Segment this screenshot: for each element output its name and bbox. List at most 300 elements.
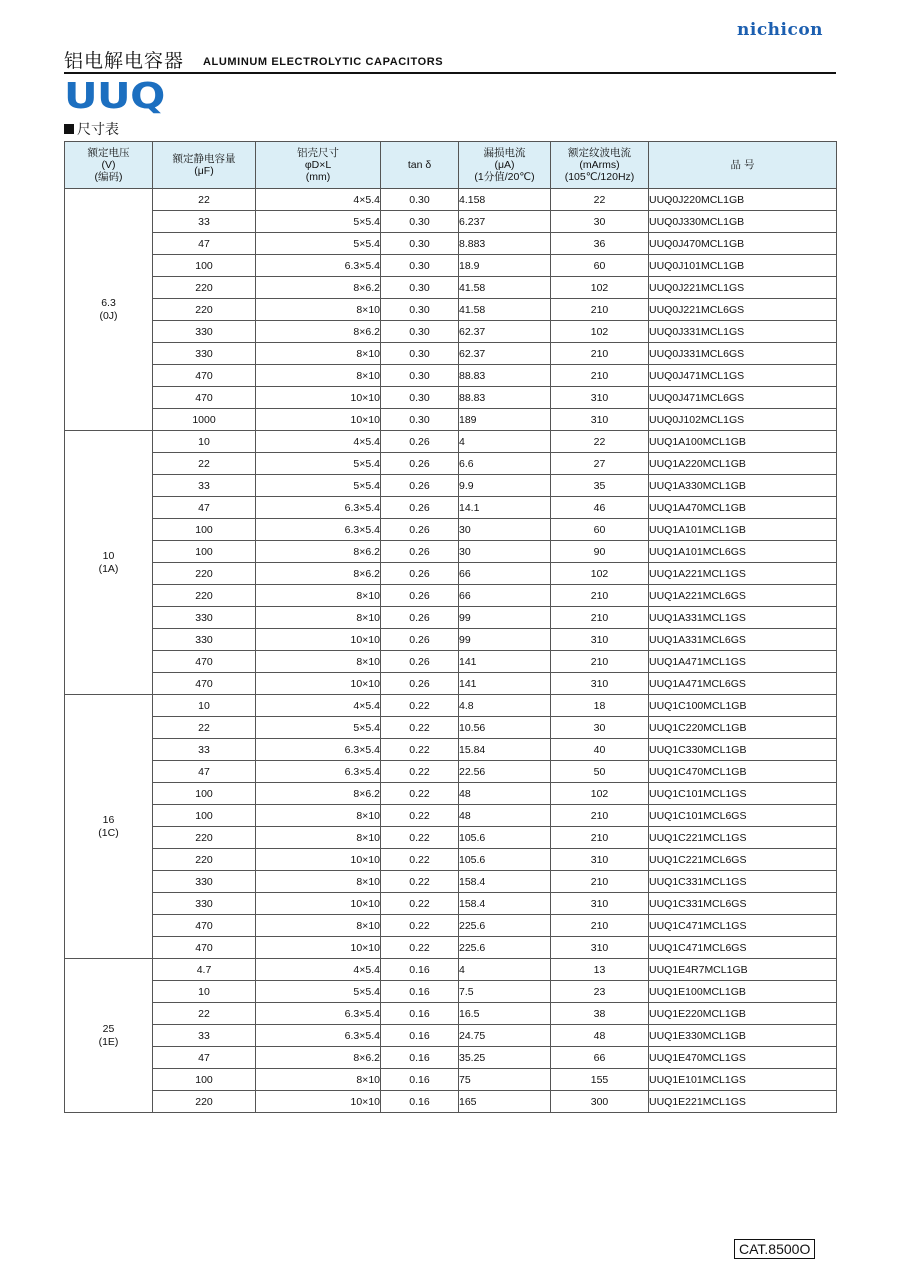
ripple-cell: 27 (551, 453, 649, 475)
leakage-cell: 189 (459, 409, 551, 431)
voltage-cell (65, 189, 153, 431)
capacitance-cell: 22 (153, 453, 256, 475)
tan-cell: 0.22 (381, 739, 459, 761)
leakage-cell: 158.4 (459, 893, 551, 915)
leakage-cell: 9.9 (459, 475, 551, 497)
capacitance-cell: 10 (153, 695, 256, 717)
ripple-cell: 210 (551, 915, 649, 937)
leakage-cell: 6.237 (459, 211, 551, 233)
part-number-cell: UUQ1A331MCL1GS (649, 607, 837, 629)
leakage-cell: 18.9 (459, 255, 551, 277)
section-heading (64, 119, 119, 139)
size-cell: 8×10 (256, 299, 381, 321)
size-cell: 6.3×5.4 (256, 739, 381, 761)
leakage-cell: 7.5 (459, 981, 551, 1003)
capacitance-cell: 100 (153, 255, 256, 277)
square-bullet-icon (64, 124, 74, 134)
size-cell: 10×10 (256, 893, 381, 915)
voltage-cell (65, 695, 153, 959)
ripple-cell: 102 (551, 277, 649, 299)
size-cell: 8×6.2 (256, 277, 381, 299)
section-heading-text: 尺寸表 (77, 121, 119, 137)
part-number-cell: UUQ1A221MCL6GS (649, 585, 837, 607)
tan-cell: 0.30 (381, 387, 459, 409)
part-number-cell: UUQ0J331MCL1GS (649, 321, 837, 343)
size-cell: 10×10 (256, 673, 381, 695)
leakage-cell: 10.56 (459, 717, 551, 739)
header-leakage (459, 142, 551, 189)
capacitance-cell: 10 (153, 431, 256, 453)
table-row (65, 541, 837, 563)
leakage-cell: 48 (459, 805, 551, 827)
tan-cell: 0.26 (381, 453, 459, 475)
part-number-cell: UUQ1C221MCL1GS (649, 827, 837, 849)
capacitance-cell: 470 (153, 673, 256, 695)
header-capacitance (153, 142, 256, 189)
size-cell: 6.3×5.4 (256, 519, 381, 541)
part-number-cell: UUQ1C221MCL6GS (649, 849, 837, 871)
size-cell: 5×5.4 (256, 981, 381, 1003)
header-voltage-l1: 额定电压 (87, 147, 130, 159)
header-leakage-l2: (μA) (494, 159, 515, 171)
part-number-cell: UUQ0J330MCL1GB (649, 211, 837, 233)
table-row (65, 475, 837, 497)
table-row (65, 1047, 837, 1069)
table-header-row (65, 142, 837, 189)
header-ripple (551, 142, 649, 189)
capacitance-cell: 330 (153, 343, 256, 365)
leakage-cell: 41.58 (459, 299, 551, 321)
part-number-cell: UUQ1A470MCL1GB (649, 497, 837, 519)
table-row (65, 805, 837, 827)
table-row (65, 497, 837, 519)
ripple-cell: 155 (551, 1069, 649, 1091)
tan-cell: 0.22 (381, 915, 459, 937)
ripple-cell: 30 (551, 211, 649, 233)
leakage-cell: 4 (459, 431, 551, 453)
capacitance-cell: 47 (153, 1047, 256, 1069)
table-row (65, 1069, 837, 1091)
capacitance-cell: 330 (153, 607, 256, 629)
table-row (65, 585, 837, 607)
ripple-cell: 210 (551, 805, 649, 827)
capacitance-cell: 220 (153, 849, 256, 871)
part-number-cell: UUQ1A221MCL1GS (649, 563, 837, 585)
capacitance-cell: 33 (153, 739, 256, 761)
part-number-cell: UUQ1A471MCL1GS (649, 651, 837, 673)
tan-cell: 0.16 (381, 1003, 459, 1025)
part-number-cell: UUQ0J471MCL1GS (649, 365, 837, 387)
ripple-cell: 102 (551, 783, 649, 805)
tan-cell: 0.30 (381, 277, 459, 299)
table-row (65, 299, 837, 321)
part-number-cell: UUQ0J331MCL6GS (649, 343, 837, 365)
voltage-value: 6.3 (101, 296, 116, 309)
capacitance-cell: 330 (153, 321, 256, 343)
size-cell: 8×10 (256, 915, 381, 937)
tan-cell: 0.30 (381, 211, 459, 233)
table-row (65, 1003, 837, 1025)
part-number-cell: UUQ1E221MCL1GS (649, 1091, 837, 1113)
voltage-value: 25 (102, 1022, 115, 1035)
header-size (256, 142, 381, 189)
ripple-cell: 310 (551, 409, 649, 431)
part-number-cell: UUQ1A330MCL1GB (649, 475, 837, 497)
capacitance-cell: 22 (153, 189, 256, 211)
ripple-cell: 66 (551, 1047, 649, 1069)
table-row (65, 827, 837, 849)
part-number-cell: UUQ1A220MCL1GB (649, 453, 837, 475)
ripple-cell: 210 (551, 871, 649, 893)
part-number-cell: UUQ1A101MCL1GB (649, 519, 837, 541)
table-row (65, 343, 837, 365)
size-cell: 10×10 (256, 409, 381, 431)
ripple-cell: 210 (551, 585, 649, 607)
leakage-cell: 48 (459, 783, 551, 805)
tan-cell: 0.26 (381, 651, 459, 673)
leakage-cell: 141 (459, 651, 551, 673)
part-number-cell: UUQ0J101MCL1GB (649, 255, 837, 277)
size-cell: 10×10 (256, 1091, 381, 1113)
size-cell: 8×10 (256, 585, 381, 607)
size-cell: 10×10 (256, 849, 381, 871)
table-row (65, 255, 837, 277)
capacitance-cell: 220 (153, 563, 256, 585)
table-row (65, 1091, 837, 1113)
part-number-cell: UUQ1A101MCL6GS (649, 541, 837, 563)
part-number-cell: UUQ1A471MCL6GS (649, 673, 837, 695)
part-number-cell: UUQ1C100MCL1GB (649, 695, 837, 717)
size-cell: 5×5.4 (256, 453, 381, 475)
tan-cell: 0.26 (381, 563, 459, 585)
leakage-cell: 66 (459, 585, 551, 607)
part-number-cell: UUQ1C471MCL1GS (649, 915, 837, 937)
header-voltage-l2: (V) (101, 159, 116, 171)
ripple-cell: 22 (551, 189, 649, 211)
table-row (65, 563, 837, 585)
tan-cell: 0.16 (381, 1091, 459, 1113)
ripple-cell: 18 (551, 695, 649, 717)
capacitance-cell: 330 (153, 893, 256, 915)
header-leakage-l1: 漏损电流 (483, 147, 526, 159)
page-title-cn: 铝电解电容器 (64, 51, 185, 72)
table-row (65, 189, 837, 211)
size-cell: 5×5.4 (256, 233, 381, 255)
ripple-cell: 13 (551, 959, 649, 981)
tan-cell: 0.22 (381, 695, 459, 717)
header-divider (64, 72, 836, 74)
size-cell: 8×6.2 (256, 541, 381, 563)
capacitance-cell: 22 (153, 717, 256, 739)
capacitance-cell: 47 (153, 497, 256, 519)
leakage-cell: 6.6 (459, 453, 551, 475)
catalog-number: CAT.8500O (734, 1239, 815, 1259)
part-number-cell: UUQ1E220MCL1GB (649, 1003, 837, 1025)
part-number-cell: UUQ0J470MCL1GB (649, 233, 837, 255)
part-number-cell: UUQ1C470MCL1GB (649, 761, 837, 783)
table-row (65, 519, 837, 541)
leakage-cell: 105.6 (459, 849, 551, 871)
leakage-cell: 225.6 (459, 915, 551, 937)
header-size-l2: φD×L (304, 159, 332, 171)
voltage-cell (65, 431, 153, 695)
size-cell: 8×10 (256, 1069, 381, 1091)
size-cell: 8×10 (256, 607, 381, 629)
ripple-cell: 60 (551, 519, 649, 541)
capacitance-cell: 470 (153, 387, 256, 409)
table-row (65, 937, 837, 959)
leakage-cell: 66 (459, 563, 551, 585)
capacitance-cell: 100 (153, 805, 256, 827)
header-capacitance-l2: (μF) (194, 165, 214, 177)
table-row (65, 915, 837, 937)
header-size-l3: (mm) (305, 171, 331, 183)
capacitance-cell: 22 (153, 1003, 256, 1025)
part-number-cell: UUQ1C220MCL1GB (649, 717, 837, 739)
table-row (65, 695, 837, 717)
table-row (65, 409, 837, 431)
capacitance-cell: 33 (153, 211, 256, 233)
table-row (65, 739, 837, 761)
table-row (65, 761, 837, 783)
capacitance-cell: 4.7 (153, 959, 256, 981)
size-cell: 6.3×5.4 (256, 497, 381, 519)
part-number-cell: UUQ1E4R7MCL1GB (649, 959, 837, 981)
header-size-l1: 铝壳尺寸 (297, 147, 339, 159)
tan-cell: 0.16 (381, 1069, 459, 1091)
capacitance-cell: 330 (153, 871, 256, 893)
leakage-cell: 141 (459, 673, 551, 695)
table-row (65, 629, 837, 651)
capacitance-cell: 100 (153, 1069, 256, 1091)
tan-cell: 0.16 (381, 981, 459, 1003)
capacitance-cell: 10 (153, 981, 256, 1003)
size-cell: 8×10 (256, 343, 381, 365)
ripple-cell: 30 (551, 717, 649, 739)
series-name: UUQ (64, 76, 165, 117)
capacitance-cell: 33 (153, 1025, 256, 1047)
tan-cell: 0.26 (381, 673, 459, 695)
table-row (65, 717, 837, 739)
table-row (65, 321, 837, 343)
tan-cell: 0.30 (381, 299, 459, 321)
leakage-cell: 158.4 (459, 871, 551, 893)
size-cell: 6.3×5.4 (256, 1025, 381, 1047)
size-cell: 8×6.2 (256, 1047, 381, 1069)
size-cell: 8×10 (256, 827, 381, 849)
leakage-cell: 99 (459, 607, 551, 629)
voltage-code: (1C) (98, 826, 119, 839)
tan-cell: 0.22 (381, 893, 459, 915)
ripple-cell: 310 (551, 629, 649, 651)
tan-cell: 0.26 (381, 519, 459, 541)
leakage-cell: 99 (459, 629, 551, 651)
leakage-cell: 30 (459, 519, 551, 541)
ripple-cell: 310 (551, 893, 649, 915)
tan-cell: 0.26 (381, 475, 459, 497)
table-row (65, 1025, 837, 1047)
leakage-cell: 88.83 (459, 365, 551, 387)
dimension-table (64, 141, 837, 1113)
header-leakage-l3: (1分值/20℃) (474, 171, 535, 183)
tan-cell: 0.16 (381, 959, 459, 981)
capacitance-cell: 220 (153, 827, 256, 849)
tan-cell: 0.30 (381, 343, 459, 365)
tan-cell: 0.22 (381, 871, 459, 893)
part-number-cell: UUQ0J221MCL6GS (649, 299, 837, 321)
table-row (65, 893, 837, 915)
voltage-code: (1A) (98, 562, 119, 575)
leakage-cell: 15.84 (459, 739, 551, 761)
leakage-cell: 62.37 (459, 321, 551, 343)
part-number-cell: UUQ0J221MCL1GS (649, 277, 837, 299)
tan-cell: 0.26 (381, 585, 459, 607)
part-number-cell: UUQ1A100MCL1GB (649, 431, 837, 453)
ripple-cell: 35 (551, 475, 649, 497)
size-cell: 4×5.4 (256, 189, 381, 211)
ripple-cell: 46 (551, 497, 649, 519)
part-number-cell: UUQ1E470MCL1GS (649, 1047, 837, 1069)
table-row (65, 783, 837, 805)
voltage-code: (0J) (99, 309, 118, 322)
tan-cell: 0.22 (381, 717, 459, 739)
tan-cell: 0.22 (381, 937, 459, 959)
capacitance-cell: 220 (153, 585, 256, 607)
size-cell: 10×10 (256, 387, 381, 409)
ripple-cell: 36 (551, 233, 649, 255)
capacitance-cell: 100 (153, 519, 256, 541)
leakage-cell: 225.6 (459, 937, 551, 959)
size-cell: 6.3×5.4 (256, 255, 381, 277)
header-capacitance-l1: 额定静电容量 (172, 153, 236, 165)
capacitance-cell: 220 (153, 299, 256, 321)
capacitance-cell: 33 (153, 475, 256, 497)
capacitance-cell: 100 (153, 541, 256, 563)
tan-cell: 0.22 (381, 761, 459, 783)
ripple-cell: 50 (551, 761, 649, 783)
leakage-cell: 8.883 (459, 233, 551, 255)
tan-cell: 0.16 (381, 1047, 459, 1069)
tan-cell: 0.26 (381, 541, 459, 563)
table-row (65, 849, 837, 871)
capacitance-cell: 220 (153, 1091, 256, 1113)
capacitance-cell: 220 (153, 277, 256, 299)
leakage-cell: 35.25 (459, 1047, 551, 1069)
tan-cell: 0.30 (381, 365, 459, 387)
table-row (65, 871, 837, 893)
leakage-cell: 41.58 (459, 277, 551, 299)
table-row (65, 387, 837, 409)
header-ripple-l1: 额定纹波电流 (568, 147, 631, 159)
size-cell: 4×5.4 (256, 431, 381, 453)
size-cell: 4×5.4 (256, 959, 381, 981)
part-number-cell: UUQ0J471MCL6GS (649, 387, 837, 409)
tan-cell: 0.30 (381, 255, 459, 277)
header-tan: tan δ (381, 142, 459, 189)
table-row (65, 959, 837, 981)
part-number-cell: UUQ1C331MCL1GS (649, 871, 837, 893)
table-row (65, 431, 837, 453)
tan-cell: 0.30 (381, 409, 459, 431)
ripple-cell: 310 (551, 673, 649, 695)
ripple-cell: 90 (551, 541, 649, 563)
capacitance-cell: 330 (153, 629, 256, 651)
tan-cell: 0.22 (381, 783, 459, 805)
capacitance-cell: 100 (153, 783, 256, 805)
leakage-cell: 4 (459, 959, 551, 981)
part-number-cell: UUQ1C330MCL1GB (649, 739, 837, 761)
ripple-cell: 310 (551, 937, 649, 959)
capacitance-cell: 47 (153, 233, 256, 255)
table-row (65, 651, 837, 673)
part-number-cell: UUQ1E100MCL1GB (649, 981, 837, 1003)
ripple-cell: 48 (551, 1025, 649, 1047)
ripple-cell: 310 (551, 387, 649, 409)
part-number-cell: UUQ1E101MCL1GS (649, 1069, 837, 1091)
tan-cell: 0.30 (381, 321, 459, 343)
tan-cell: 0.26 (381, 607, 459, 629)
ripple-cell: 210 (551, 365, 649, 387)
leakage-cell: 22.56 (459, 761, 551, 783)
part-number-cell: UUQ1C471MCL6GS (649, 937, 837, 959)
size-cell: 8×10 (256, 365, 381, 387)
table-row (65, 673, 837, 695)
leakage-cell: 75 (459, 1069, 551, 1091)
leakage-cell: 4.8 (459, 695, 551, 717)
ripple-cell: 22 (551, 431, 649, 453)
size-cell: 5×5.4 (256, 211, 381, 233)
ripple-cell: 60 (551, 255, 649, 277)
ripple-cell: 210 (551, 607, 649, 629)
tan-cell: 0.26 (381, 497, 459, 519)
size-cell: 8×6.2 (256, 783, 381, 805)
voltage-cell (65, 959, 153, 1113)
brand-logo: nichicon (737, 20, 824, 40)
tan-cell: 0.16 (381, 1025, 459, 1047)
size-cell: 8×6.2 (256, 563, 381, 585)
table-row (65, 453, 837, 475)
ripple-cell: 102 (551, 321, 649, 343)
size-cell: 8×10 (256, 871, 381, 893)
table-row (65, 365, 837, 387)
table-row (65, 607, 837, 629)
ripple-cell: 40 (551, 739, 649, 761)
leakage-cell: 105.6 (459, 827, 551, 849)
capacitance-cell: 470 (153, 365, 256, 387)
size-cell: 6.3×5.4 (256, 761, 381, 783)
ripple-cell: 210 (551, 651, 649, 673)
leakage-cell: 165 (459, 1091, 551, 1113)
leakage-cell: 4.158 (459, 189, 551, 211)
tan-cell: 0.30 (381, 189, 459, 211)
table-row (65, 233, 837, 255)
header-part-number: 品 号 (649, 142, 837, 189)
part-number-cell: UUQ1C101MCL1GS (649, 783, 837, 805)
size-cell: 8×6.2 (256, 321, 381, 343)
table-row (65, 211, 837, 233)
size-cell: 8×10 (256, 805, 381, 827)
leakage-cell: 62.37 (459, 343, 551, 365)
header-ripple-l3: (105℃/120Hz) (564, 171, 635, 183)
voltage-value: 16 (102, 813, 115, 826)
size-cell: 5×5.4 (256, 475, 381, 497)
size-cell: 4×5.4 (256, 695, 381, 717)
part-number-cell: UUQ0J102MCL1GS (649, 409, 837, 431)
size-cell: 10×10 (256, 629, 381, 651)
header-ripple-l2: (mArms) (579, 159, 620, 171)
size-cell: 6.3×5.4 (256, 1003, 381, 1025)
ripple-cell: 210 (551, 827, 649, 849)
